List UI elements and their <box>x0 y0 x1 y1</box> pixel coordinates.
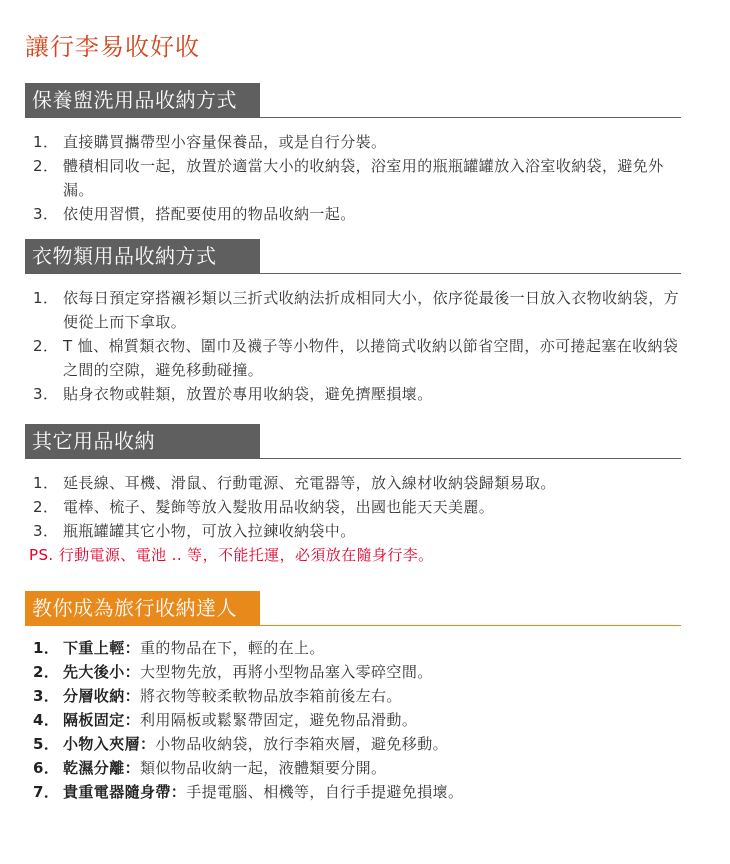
section-header <box>25 83 681 118</box>
list-item <box>25 732 681 756</box>
item-text: 電棒、梳子、髮飾等放入髮妝用品收納袋，出國也能天天美麗。 <box>63 498 495 516</box>
item-text: 依使用習慣，搭配要使用的物品收納一起。 <box>63 205 356 223</box>
item-text: 依每日預定穿搭襯衫類以三折式收納法折成相同大小，依序從最後一日放入衣物收納袋，方便從上而下拿取。 <box>63 289 680 331</box>
item-list <box>25 286 681 406</box>
item-text: 利用隔板或鬆緊帶固定，避免物品滑動。 <box>140 711 418 729</box>
list-item <box>25 471 681 495</box>
tip-heading: 分層收納： <box>63 687 141 705</box>
item-text: 延長線、耳機、滑鼠、行動電源、充電器等，放入線材收納袋歸類易取。 <box>63 474 556 492</box>
list-item <box>25 334 681 382</box>
item-text: 類似物品收納一起，液體類要分開。 <box>140 759 387 777</box>
tips-list <box>25 636 681 804</box>
item-text: 瓶瓶罐罐其它小物，可放入拉鍊收納袋中。 <box>63 522 356 540</box>
tip-heading: 乾濕分離： <box>63 759 141 777</box>
list-item <box>25 154 681 202</box>
tip-heading: 下重上輕： <box>63 639 141 657</box>
list-item <box>25 780 681 804</box>
section-tips <box>25 591 681 804</box>
item-number: 5． <box>33 735 60 753</box>
item-number: 3． <box>33 687 60 705</box>
ps-note: PS. 行動電源、電池 .. 等，不能托運，必須放在隨身行李。 <box>29 546 434 564</box>
item-number: 2． <box>33 498 59 516</box>
section-header-label: 其它用品收納 <box>25 424 260 458</box>
item-text: 直接購買攜帶型小容量保養品，或是自行分裝。 <box>63 133 387 151</box>
list-item <box>25 130 681 154</box>
list-item <box>25 495 681 519</box>
list-item <box>25 202 681 226</box>
item-number: 1． <box>33 474 59 492</box>
list-item <box>25 519 681 543</box>
item-number: 3． <box>33 205 59 223</box>
item-text: 大型物先放，再將小型物品塞入零碎空間。 <box>140 663 433 681</box>
section-header-label: 教你成為旅行收納達人 <box>25 591 260 625</box>
item-list <box>25 471 681 543</box>
section-toiletries <box>25 83 681 226</box>
section-header-label: 衣物類用品收納方式 <box>25 239 260 273</box>
item-list <box>25 130 681 226</box>
list-item <box>25 382 681 406</box>
item-number: 2． <box>33 663 60 681</box>
item-number: 1． <box>33 133 59 151</box>
item-text: 貼身衣物或鞋類，放置於專用收納袋，避免擠壓損壞。 <box>63 385 433 403</box>
tip-heading: 先大後小： <box>63 663 141 681</box>
item-number: 1． <box>33 639 60 657</box>
item-text: 體積相同收一起，放置於適當大小的收納袋，浴室用的瓶瓶罐罐放入浴室收納袋，避免外漏。 <box>63 157 664 199</box>
item-number: 4． <box>33 711 60 729</box>
section-other <box>25 424 681 567</box>
list-item <box>25 636 681 660</box>
item-text: T 恤、棉質類衣物、圍巾及襪子等小物件，以捲筒式收納以節省空間，亦可捲起塞在收納袋之間的空隙，避免移動碰撞。 <box>63 337 679 379</box>
section-header <box>25 239 681 274</box>
list-item <box>25 660 681 684</box>
item-text: 小物品收納袋，放行李箱夾層，避免移動。 <box>155 735 449 753</box>
list-item <box>25 708 681 732</box>
tip-heading: 貴重電器隨身帶： <box>63 783 187 801</box>
item-number: 7． <box>33 783 60 801</box>
item-number: 3． <box>33 522 59 540</box>
item-text: 手提電腦、相機等，自行手提避免損壞。 <box>186 783 464 801</box>
section-header <box>25 424 681 459</box>
item-number: 1． <box>33 289 59 307</box>
list-item <box>25 756 681 780</box>
item-text: 重的物品在下，輕的在上。 <box>140 639 325 657</box>
list-item <box>25 286 681 334</box>
section-header-label: 保養盥洗用品收納方式 <box>25 83 260 117</box>
section-header <box>25 591 681 626</box>
item-number: 6． <box>33 759 60 777</box>
tip-heading: 小物入夾層： <box>63 735 156 753</box>
item-number: 2． <box>33 337 59 355</box>
page-title: 讓行李易收好收 <box>25 33 200 61</box>
tip-heading: 隔板固定： <box>63 711 141 729</box>
item-number: 3． <box>33 385 59 403</box>
item-text: 將衣物等較柔軟物品放李箱前後左右。 <box>140 687 402 705</box>
section-clothing <box>25 239 681 406</box>
item-number: 2． <box>33 157 59 175</box>
list-item <box>25 684 681 708</box>
